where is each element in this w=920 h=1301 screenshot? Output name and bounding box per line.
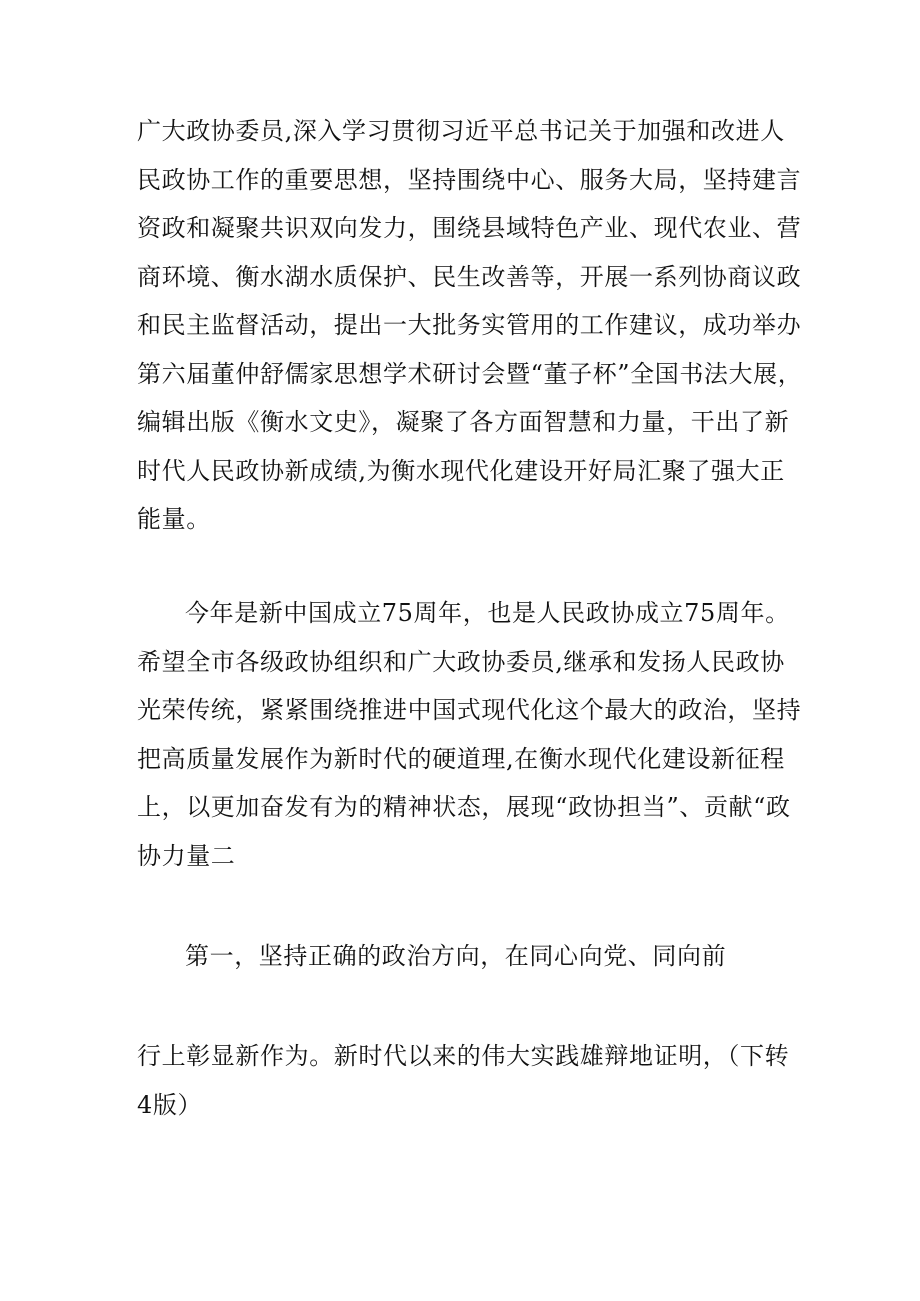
continued-note: 4版） bbox=[137, 1090, 203, 1119]
text-line: 广大政协委员,深入学习贯彻习近平总书记关于加强和改进人 bbox=[137, 117, 785, 145]
text-line: 光荣传统，紧紧围绕推进中国式现代化这个最大的政治，坚持 bbox=[137, 696, 802, 724]
text-line: 民政协工作的重要思想，坚持围绕中心、服务大局，坚持建言 bbox=[137, 165, 802, 194]
paragraph-body-continued bbox=[137, 1032, 797, 1129]
text-line-indented: 第一，坚持正确的政治方向，在同心向党、同向前 bbox=[185, 942, 727, 970]
paragraph-body-1 bbox=[137, 107, 803, 544]
text-line: 和民主监督活动，提出一大批务实管用的工作建议，成功举办 bbox=[137, 311, 802, 339]
text-line: 协力量二 bbox=[137, 841, 236, 870]
text-line: 把高质量发展作为新时代的硬道理,在衡水现代化建设新征程 bbox=[137, 744, 785, 773]
text-line-indented: 今年是新中国成立75周年，也是人民政协成立75周年。 bbox=[185, 599, 790, 627]
text-line: 编辑出版《衡水文史》，凝聚了各方面智慧和力量，干出了新 bbox=[137, 408, 790, 436]
text-line: 行上彰显新作为。新时代以来的伟大实践雄辩地证明，（下转 bbox=[137, 1042, 790, 1070]
paragraph-body-2 bbox=[137, 589, 802, 880]
paragraph-heading-first-point bbox=[137, 932, 797, 981]
text-line: 能量。 bbox=[137, 505, 211, 533]
text-line: 商环境、衡水湖水质保护、民生改善等，开展一系列协商议政 bbox=[137, 262, 802, 291]
text-line: 第六届董仲舒儒家思想学术研讨会暨“董子杯”全国书法大展， bbox=[137, 359, 803, 388]
text-line: 上，以更加奋发有为的精神状态，展现“政协担当”、贡献“政 bbox=[137, 793, 791, 821]
text-line: 希望全市各级政协组织和广大政协委员,继承和发扬人民政协 bbox=[137, 647, 785, 676]
text-line: 资政和凝聚共识双向发力，围绕县域特色产业、现代农业、营 bbox=[137, 214, 802, 242]
text-line: 时代人民政协新成绩,为衡水现代化建设开好局汇聚了强大正 bbox=[137, 456, 785, 485]
